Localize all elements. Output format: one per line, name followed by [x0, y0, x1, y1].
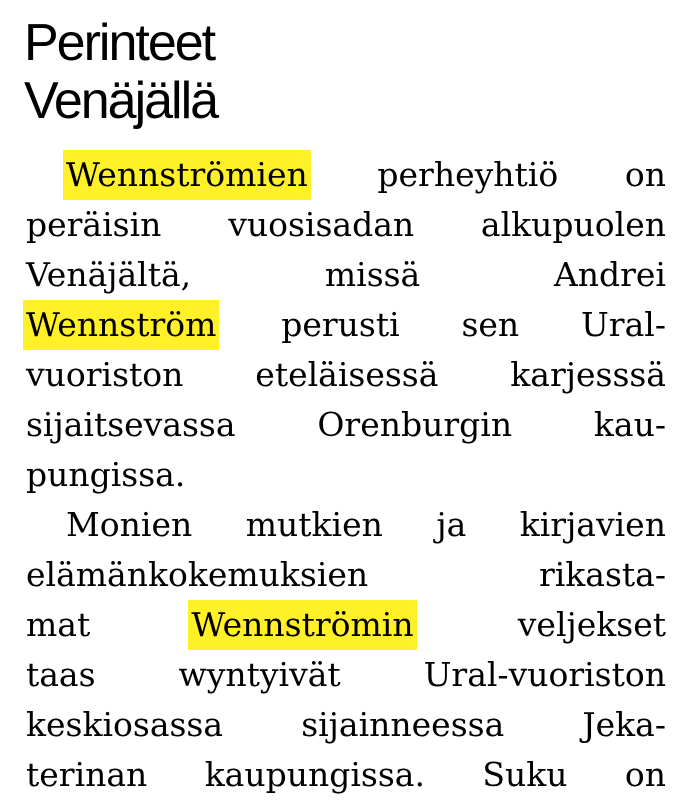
text-line [26, 600, 666, 650]
highlighted-word: Wennströmin [188, 600, 416, 650]
text-line [26, 650, 666, 700]
word: rikasta- [538, 555, 666, 594]
text-line [26, 700, 666, 750]
word: perusti [281, 305, 400, 344]
headline [24, 14, 217, 130]
word: on [624, 155, 666, 194]
word: on [624, 755, 666, 794]
text-line [26, 450, 666, 500]
word: peräisin [26, 205, 162, 244]
word: mutkien [245, 505, 383, 544]
article-body [26, 150, 666, 800]
headline-line: Venäjällä [24, 72, 218, 130]
word: sen [461, 305, 520, 344]
word: Monien [66, 505, 193, 544]
text-line [26, 350, 666, 400]
word: kau- [593, 405, 666, 444]
word: wyntyivät [178, 655, 341, 694]
word: kaupungissa. [204, 755, 425, 794]
word: taas [26, 655, 96, 694]
word: Ural-vuoriston [423, 655, 666, 694]
word: karjesssä [510, 355, 666, 394]
word: vuosisadan [228, 205, 415, 244]
word: Ural- [581, 305, 666, 344]
text-line [26, 750, 666, 800]
text-line [26, 150, 666, 200]
word: Jeka- [582, 705, 666, 744]
word: mat [26, 605, 91, 644]
word: sijaitsevassa [26, 405, 236, 444]
word: Venäjältä, [26, 255, 192, 294]
text-line [26, 550, 666, 600]
word: elämänkokemuksien [26, 555, 369, 594]
word: pungissa. [26, 455, 186, 494]
word: Orenburgin [317, 405, 513, 444]
word: Suku [482, 755, 568, 794]
word: sijainneessa [301, 705, 505, 744]
text-line [26, 400, 666, 450]
word: terinan [26, 755, 148, 794]
word: missä [324, 255, 421, 294]
text-line [26, 200, 666, 250]
highlighted-word: Wennström [23, 300, 219, 350]
word: veljekset [517, 605, 666, 644]
word: keskiosassa [26, 705, 224, 744]
word: eteläisessä [255, 355, 439, 394]
word: vuoriston [26, 355, 184, 394]
word: ja [436, 505, 467, 544]
word: alkupuolen [480, 205, 666, 244]
highlighted-word: Wennströmien [63, 150, 311, 200]
word: Andrei [553, 255, 666, 294]
word: perheyhtiö [377, 155, 559, 194]
word: kirjavien [519, 505, 666, 544]
headline-line: Perinteet [24, 14, 215, 72]
text-line [26, 300, 666, 350]
text-line [26, 500, 666, 550]
text-line [26, 250, 666, 300]
